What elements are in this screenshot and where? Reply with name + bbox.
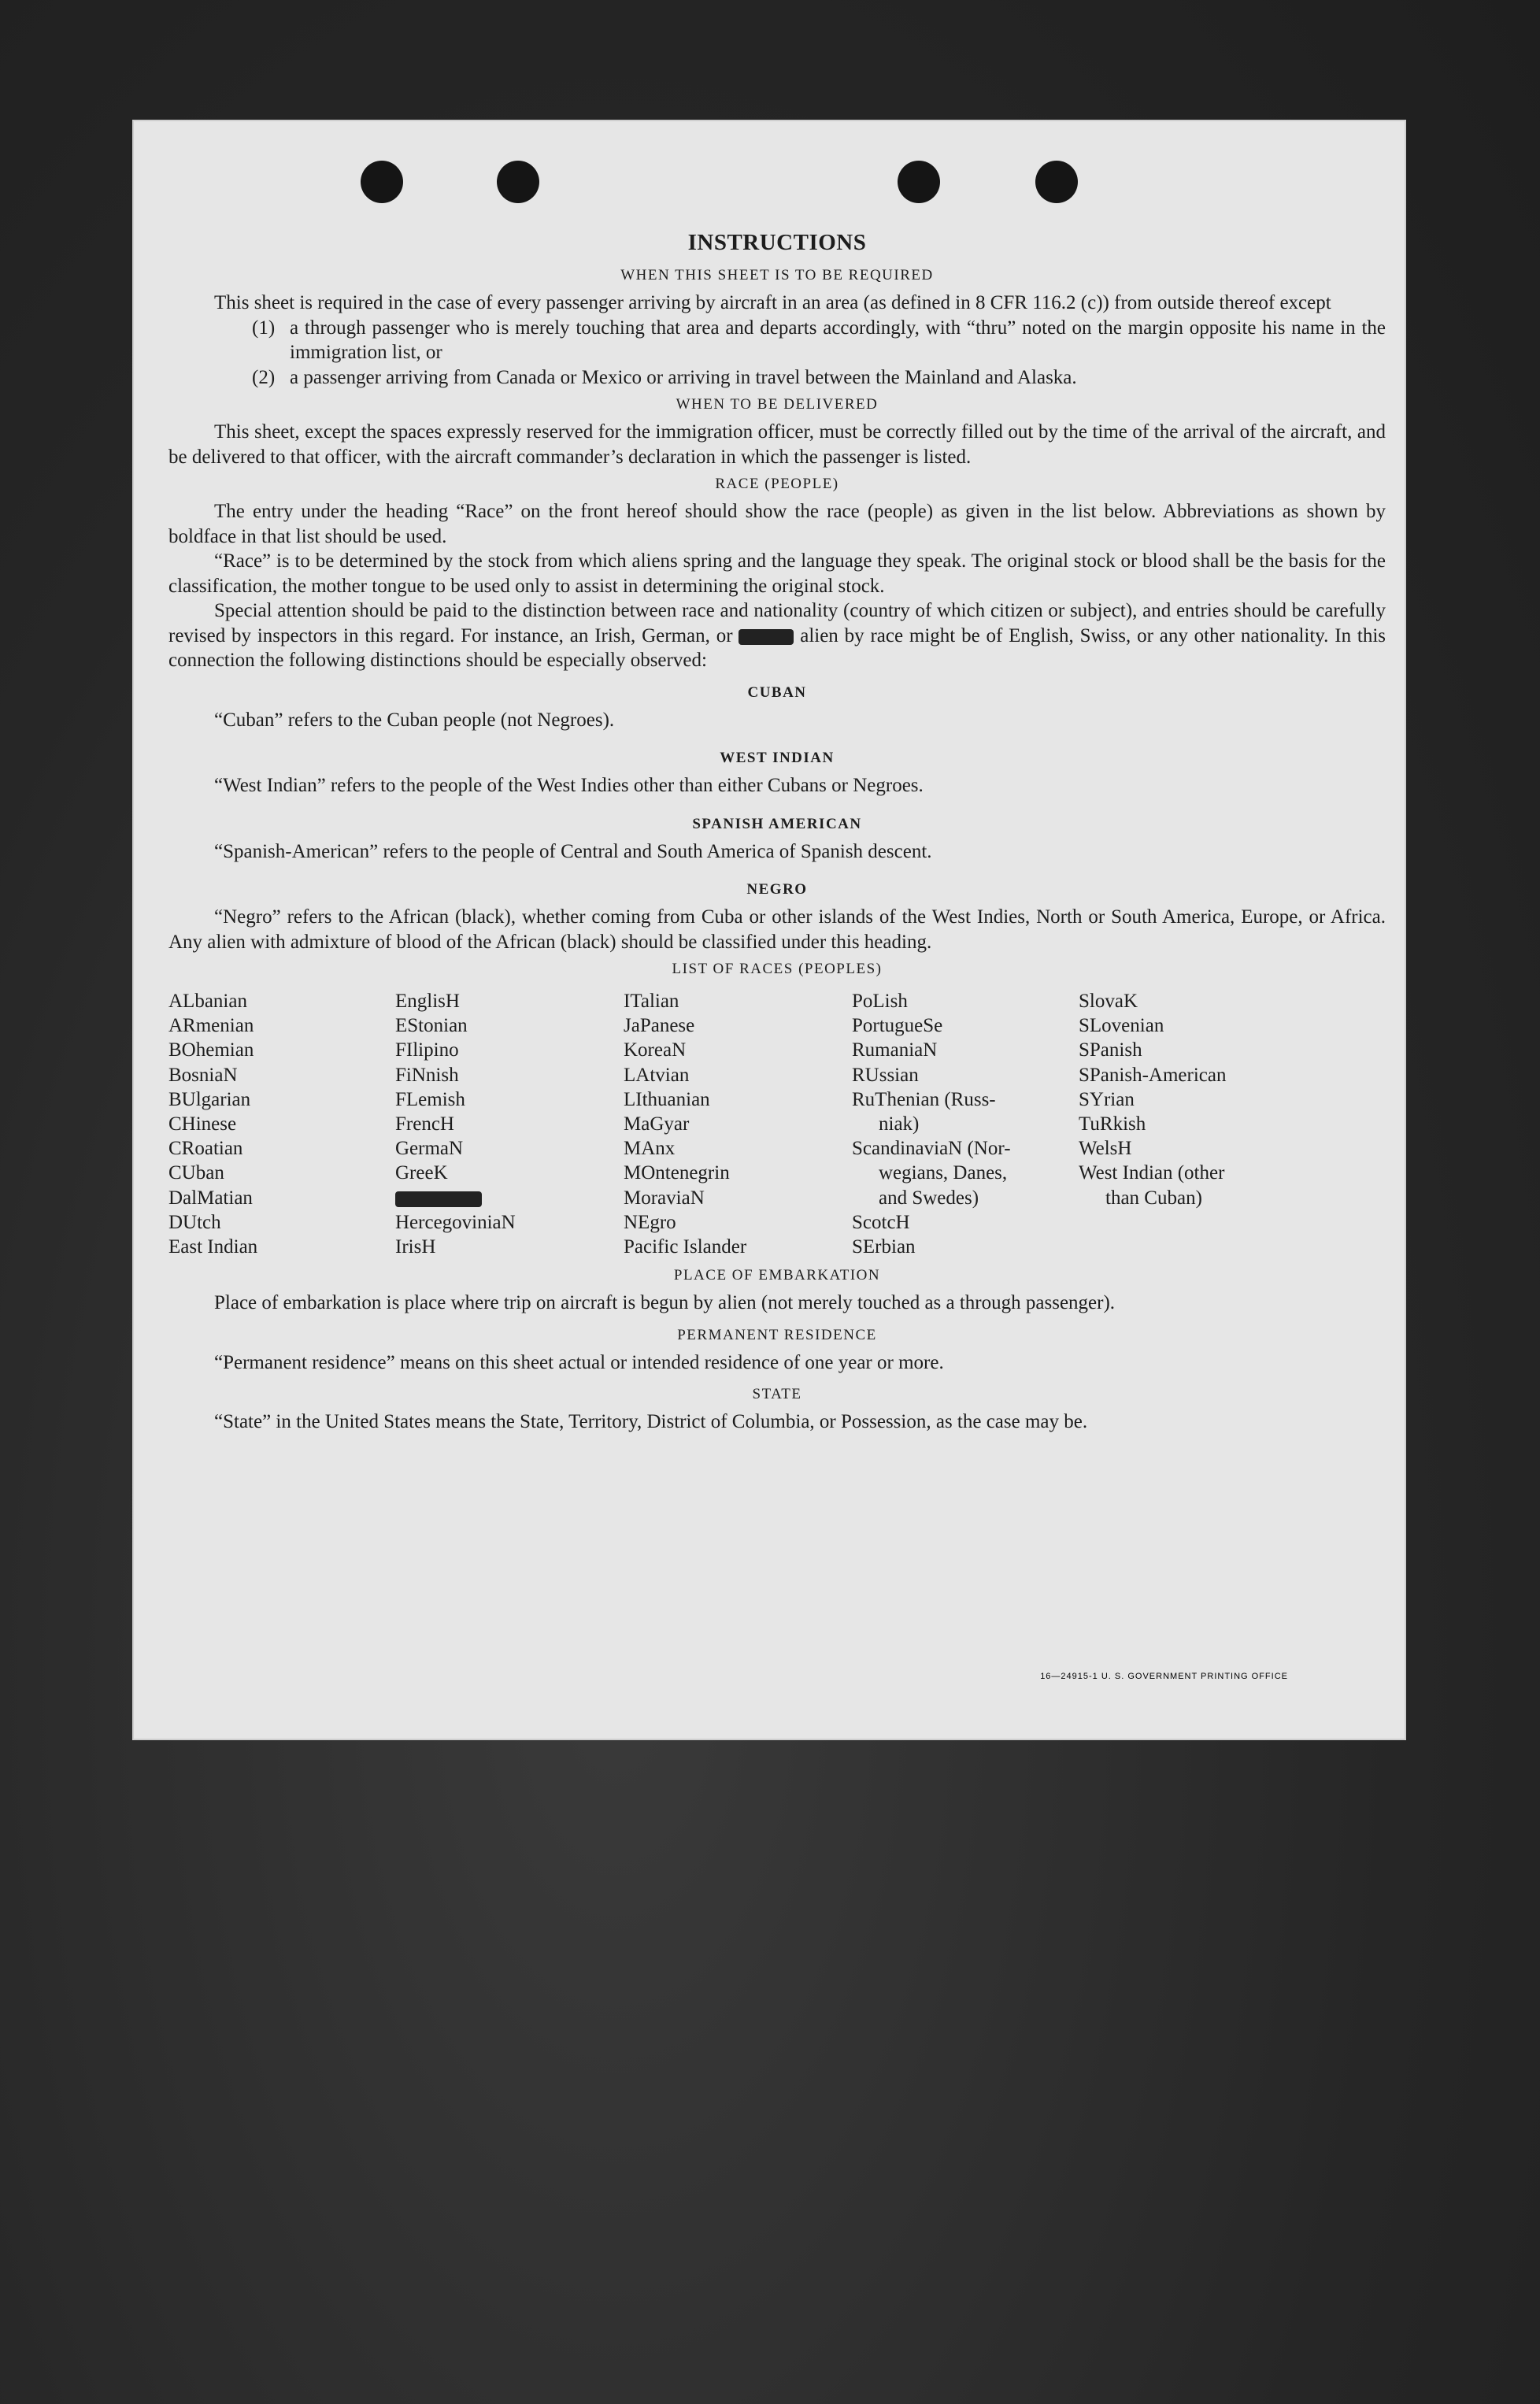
- section-heading: STATE: [752, 1386, 802, 1403]
- punch-hole: [1035, 161, 1078, 203]
- race-list: [168, 989, 1386, 1259]
- section-heading: PLACE OF EMBARKATION: [673, 1267, 881, 1284]
- race-column-2: EnglisH EStonian FIlipino FiNnish FLemish FrencH GermaN GreeK HercegoviniaN IrisH: [395, 989, 624, 1259]
- redacted-entry: [395, 1186, 624, 1210]
- section-heading: CUBAN: [747, 683, 807, 701]
- page-title: INSTRUCTIONS: [687, 230, 867, 255]
- paragraph: “Race” is to be determined by the stock from which aliens spring and the language they speak. The original stock or blood shall be the basis for the classification, the mother tongue to be used only to assist in determining the original stock.: [168, 550, 1386, 597]
- paragraph: Special attention should be paid to the distinction between race and nationality (country of which citizen or subject), and entries should be carefully revised by inspectors in this regard. For instance, an Irish, German, or alien by race might be of English, Swiss, or any other nationality. In this connection the following distinctions should be especially observed:: [168, 600, 1386, 671]
- section-heading: SPANISH AMERICAN: [692, 815, 862, 832]
- section-heading: WHEN TO BE DELIVERED: [676, 396, 879, 413]
- document-body: [168, 230, 1386, 1435]
- section-heading: WEST INDIAN: [720, 750, 835, 766]
- punch-hole: [361, 161, 403, 203]
- paragraph: This sheet is required in the case of every passenger arriving by aircraft in an area (as defined in 8 CFR 116.2 (c)) from outside thereof except: [214, 292, 1331, 313]
- paragraph: “Negro” refers to the African (black), whether coming from Cuba or other islands of the West Indies, North or South America, Europe, or Africa. Any alien with admixture of blood of the African (black) should be classified under this heading.: [168, 906, 1386, 953]
- redaction-mark: [395, 1191, 482, 1207]
- print-code: 16—24915-1 U. S. GOVERNMENT PRINTING OFFICE: [1040, 1672, 1288, 1681]
- punch-hole: [497, 161, 539, 203]
- section-heading: WHEN THIS SHEET IS TO BE REQUIRED: [620, 267, 934, 283]
- race-column-3: ITalian JaPanese KoreaN LAtvian LIthuanian MaGyar MAnx MOntenegrin MoraviaN NEgro Pacific Islander: [624, 991, 747, 1258]
- paragraph: “Spanish-American” refers to the people of Central and South America of Spanish descent.: [214, 840, 932, 862]
- paragraph: “Cuban” refers to the Cuban people (not Negroes).: [214, 709, 615, 731]
- race-column-1: ALbanian ARmenian BOhemian BosniaN BUlgarian CHinese CRoatian CUban DalMatian DUtch East Indian: [168, 991, 258, 1258]
- race-column-4: PoLish PortugueSe RumaniaN RUssian RuThenian (Russ- niak) ScandinaviaN (Nor- wegians, Danes, and Swedes) ScotcH SErbian: [852, 991, 1011, 1258]
- list-item: (2) a passenger arriving from Canada or Mexico or arriving in travel between the Mainland and Alaska.: [252, 366, 1077, 388]
- redaction-mark: [739, 629, 794, 645]
- race-column-5: SlovaK SLovenian SPanish SPanish-American SYrian TuRkish WelsH West Indian (other than Cuban): [1079, 991, 1227, 1209]
- paragraph: The entry under the heading “Race” on the front hereof should show the race (people) as given in the list below. Abbreviations as shown by boldface in that list should be used.: [168, 501, 1386, 547]
- section-heading: PERMANENT RESIDENCE: [677, 1326, 877, 1343]
- paragraph: Place of embarkation is place where trip on aircraft is begun by alien (not merely touched as a through passenger).: [214, 1292, 1116, 1314]
- list-item: (1) a through passenger who is merely touching that area and departs accordingly, with “thru” noted on the margin opposite his name in the immigration list, or: [252, 317, 1386, 363]
- paragraph: “Permanent residence” means on this sheet actual or intended residence of one year or more.: [214, 1351, 944, 1373]
- section-heading: LIST OF RACES (PEOPLES): [672, 961, 883, 977]
- paragraph: “State” in the United States means the State, Territory, District of Columbia, or Possession, as the case may be.: [214, 1411, 1088, 1433]
- paragraph: This sheet, except the spaces expressly reserved for the immigration officer, must be correctly filled out by the time of the arrival of the aircraft, and be delivered to that officer, with the aircraft commander’s declaration in which the passenger is listed.: [168, 421, 1386, 468]
- section-heading: RACE (PEOPLE): [715, 476, 839, 492]
- section-heading: NEGRO: [746, 881, 808, 898]
- paragraph: “West Indian” refers to the people of the West Indies other than either Cubans or Negroes.: [214, 775, 924, 796]
- punch-hole: [898, 161, 940, 203]
- document-sheet: [132, 120, 1406, 1740]
